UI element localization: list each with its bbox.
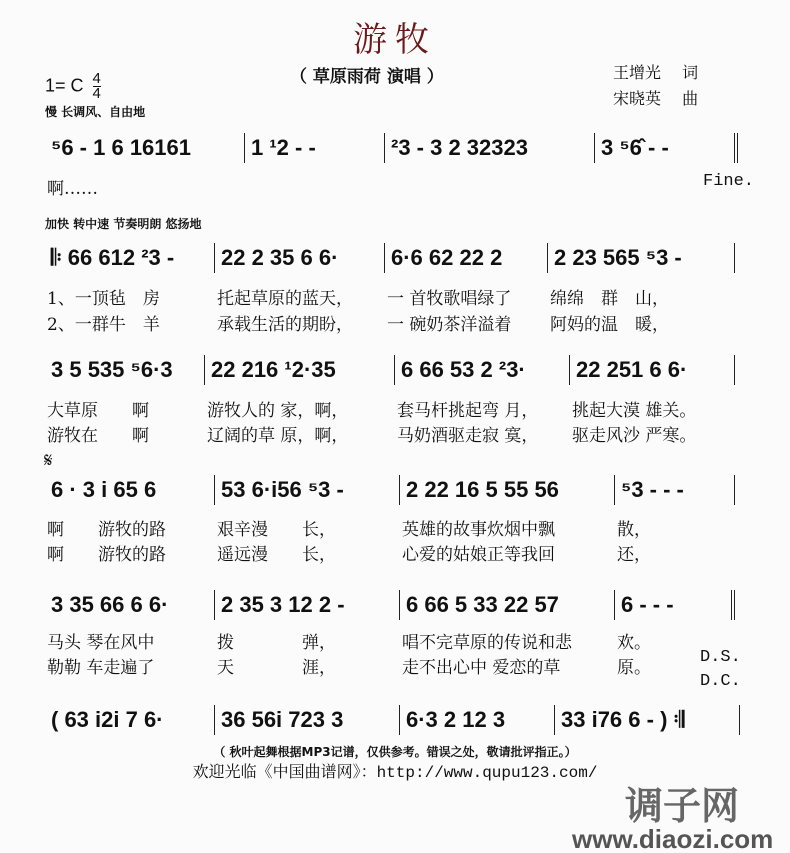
lyric-segment: 遥远漫 长， [217, 545, 336, 565]
lyric-segment: 还， [617, 545, 651, 565]
lyric-segment: 马头 琴在风中 [47, 633, 155, 653]
lyric-segment: 一 碗奶茶洋溢着 [387, 315, 512, 335]
lyric-segment: 托起草原的蓝天， [217, 289, 353, 309]
lyric-line [45, 515, 651, 540]
performer: （ 草原雨荷 演唱 ） [290, 67, 444, 87]
tempo-marking-1: 慢 长调风、自由地 [45, 105, 146, 119]
measure: 22 251 6 6· [570, 355, 735, 385]
lyric-line [45, 174, 597, 199]
lyricist: 王增光 词 [613, 63, 699, 82]
measure: 6 · 3 i 65 6 [45, 475, 215, 505]
lyric-segment: 驱走风沙 严寒。 [572, 426, 697, 446]
measure: 22 216 ¹2·35 [205, 355, 395, 385]
measure: 6 - - - [615, 590, 735, 620]
key-signature [45, 72, 101, 101]
lyric-segment: 挑起大漠 雄关。 [572, 401, 697, 421]
measure: 6·6 62 22 2 [385, 243, 548, 273]
lyric-segment: 走不出心中 爱恋的草 [402, 658, 561, 678]
measure: 22 2 35 6 6· [215, 243, 385, 273]
notation-row [45, 590, 735, 620]
lyric-segment: 啊 游牧的路 [47, 545, 166, 565]
measure: 6 66 5 33 22 57 [400, 590, 615, 620]
measure: ( 63 i2i 7 6· [45, 705, 215, 735]
time-signature [93, 72, 101, 101]
tempo-marking-2: 加快 转中速 节奏明朗 悠扬地 [45, 217, 202, 231]
measure: 𝄆 66 612 ²3 - [45, 243, 215, 273]
notation-row [45, 243, 735, 273]
lyric-segment: 艰辛漫 长， [217, 520, 336, 540]
notation-row [45, 705, 740, 735]
lyric-segment: 套马杆挑起弯 月， [397, 401, 539, 421]
measure: 3 5 535 ⁵6·3 [45, 355, 205, 385]
lyric-segment: 阿妈的温 暖， [550, 315, 669, 335]
time-bottom: 4 [92, 85, 101, 102]
watermark-logo: 调子网 [625, 784, 740, 828]
measure: 2 22 16 5 55 56 [400, 475, 615, 505]
lyric-segment: 啊…… [47, 179, 98, 199]
lyric-segment: 欢。 [617, 633, 651, 653]
lyric-segment: 马奶酒驱走寂 寞， [397, 426, 539, 446]
measure: ⁵6 - 1 6 16161 [45, 133, 245, 163]
lyric-segment [385, 174, 595, 199]
lyric-segment: 心爱的姑娘正等我回 [402, 545, 555, 565]
time-top: 4 [92, 70, 101, 87]
notation-row [45, 133, 738, 163]
lyric-segment [595, 174, 597, 199]
ds-marking: D.S. [700, 648, 741, 667]
song-title: 游牧 [353, 20, 437, 60]
lyric-line [45, 310, 669, 335]
lyric-line [45, 421, 696, 446]
lyric-segment: 原。 [617, 658, 651, 678]
segno-sign: 𝄋 [44, 448, 53, 472]
lyric-segment: 1、一顶毡 房 [47, 289, 160, 309]
lyric-segment: 一 首牧歌唱绿了 [387, 289, 512, 309]
measure: 3 35 66 6 6· [45, 590, 215, 620]
lyric-segment: 大草原 啊 [47, 401, 149, 421]
measure: 1 ¹2 - - [245, 133, 385, 163]
lyric-line [45, 284, 669, 309]
measure: 33 i76 6 - ) 𝄇 [555, 705, 740, 735]
lyric-segment [245, 174, 385, 199]
key-label: 1= C [45, 75, 84, 96]
transcription-note: （ 秋叶起舞根据MP3记谱，仅供参考。错误之处，敬请批评指正。） [213, 745, 577, 759]
lyric-segment: 唱不完草原的传说和悲 [402, 633, 572, 653]
measure: 6·3 2 12 3 [400, 705, 555, 735]
site-url: 欢迎光临《中国曲谱网》：http://www.qupu123.com/ [192, 764, 598, 782]
lyric-segment: 承载生活的期盼， [217, 315, 353, 335]
measure: 3 ⁵6̂ - - [595, 133, 738, 163]
lyric-segment: 2、一群牛 羊 [47, 315, 160, 335]
lyric-line [45, 653, 651, 678]
lyric-segment: 啊 游牧的路 [47, 520, 166, 540]
fine-marking: Fine. [703, 172, 755, 191]
lyric-segment: 散， [617, 520, 651, 540]
lyric-segment: 游牧人的 家，啊， [207, 401, 349, 421]
lyric-line [45, 540, 651, 565]
lyric-segment: 勒勒 车走遍了 [47, 658, 155, 678]
lyric-segment: 游牧在 啊 [47, 426, 149, 446]
measure: ²3 - 3 2 32323 [385, 133, 595, 163]
lyric-segment: 英雄的故事炊烟中飘 [402, 520, 555, 540]
lyric-segment: 天 涯， [217, 658, 336, 678]
notation-row [45, 355, 735, 385]
lyric-line [45, 396, 696, 421]
lyric-segment: 绵绵 群 山， [550, 289, 669, 309]
lyric-line [45, 628, 651, 653]
dc-marking: D.C. [700, 672, 741, 691]
lyric-segment: 拨 弹， [217, 633, 336, 653]
measure: 2 23 565 ⁵3 - [548, 243, 735, 273]
notation-row [45, 475, 735, 505]
lyric-segment: 辽阔的草 原，啊， [207, 426, 349, 446]
measure: 6 66 53 2 ²3· [395, 355, 570, 385]
measure: 36 56i 723 3 [215, 705, 400, 735]
watermark-url: www.diaozi.com [572, 824, 774, 853]
measure: 2 35 3 12 2 - [215, 590, 400, 620]
composer: 宋晓英 曲 [613, 89, 699, 108]
measure: 53 6·i56 ⁵3 - [215, 475, 400, 505]
measure: ⁵3 - - - [615, 475, 735, 505]
